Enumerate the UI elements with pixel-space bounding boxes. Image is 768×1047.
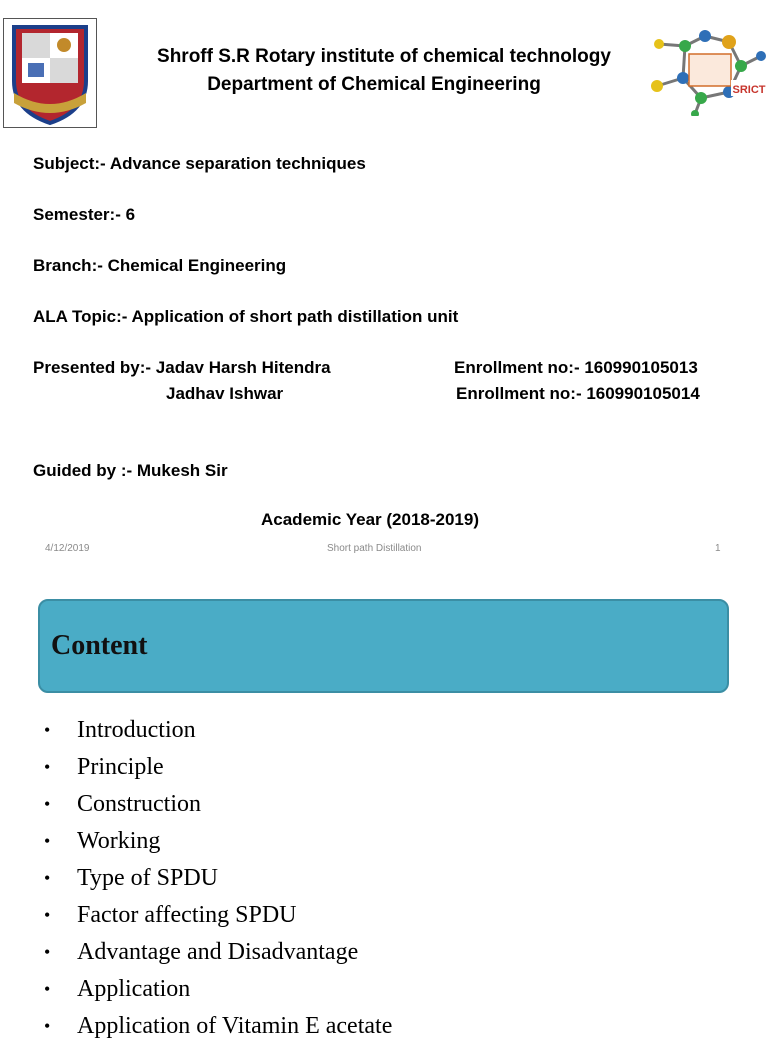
bullet-icon: • [44, 720, 51, 740]
bullet-icon: • [44, 794, 51, 814]
enrollment-2: Enrollment no:- 160990105014 [456, 384, 700, 403]
university-crest-icon [3, 18, 97, 128]
footer-date: 4/12/2019 [45, 543, 90, 554]
bullet-icon: • [44, 979, 51, 999]
presented-by-line: Presented by:- Jadav Harsh Hitendra [33, 358, 331, 377]
department-name: Department of Chemical Engineering [207, 74, 541, 95]
bullet-icon: • [44, 942, 51, 962]
subject-line: Subject:- Advance separation techniques [33, 154, 366, 173]
presenter-2-name: Jadhav Ishwar [166, 384, 284, 403]
list-item: • Introduction [42, 714, 392, 751]
branch-line: Branch:- Chemical Engineering [33, 256, 287, 275]
enrollment-1: Enrollment no:- 160990105013 [454, 358, 698, 377]
srict-logo [645, 26, 767, 116]
academic-year: Academic Year (2018-2019) [261, 510, 480, 529]
guided-by-line: Guided by :- Mukesh Sir [33, 461, 228, 480]
semester-line: Semester:- 6 [33, 205, 136, 224]
list-item: • Advantage and Disadvantage [42, 936, 392, 973]
srict-logo-text: SRICT [732, 84, 766, 96]
bullet-icon: • [44, 905, 51, 925]
list-item: • Construction [42, 788, 392, 825]
bullet-icon: • [44, 831, 51, 851]
list-item: • Application [42, 973, 392, 1010]
list-item: • Principle [42, 751, 392, 788]
ala-topic-line: ALA Topic:- Application of short path distillation unit [33, 307, 459, 326]
bullet-icon: • [44, 868, 51, 888]
list-item: • Factor affecting SPDU [42, 899, 392, 936]
list-item: • Working [42, 825, 392, 862]
bullet-icon: • [44, 757, 51, 777]
content-slide-title: Content [51, 630, 148, 661]
content-list [42, 714, 392, 1047]
footer-page-number: 1 [715, 543, 721, 554]
footer-title: Short path Distillation [327, 543, 422, 554]
list-item: • Type of SPDU [42, 862, 392, 899]
bullet-icon: • [44, 1016, 51, 1036]
institute-name: Shroff S.R Rotary institute of chemical technology [157, 46, 611, 67]
list-item: • Application of Vitamin E acetate [42, 1010, 392, 1047]
